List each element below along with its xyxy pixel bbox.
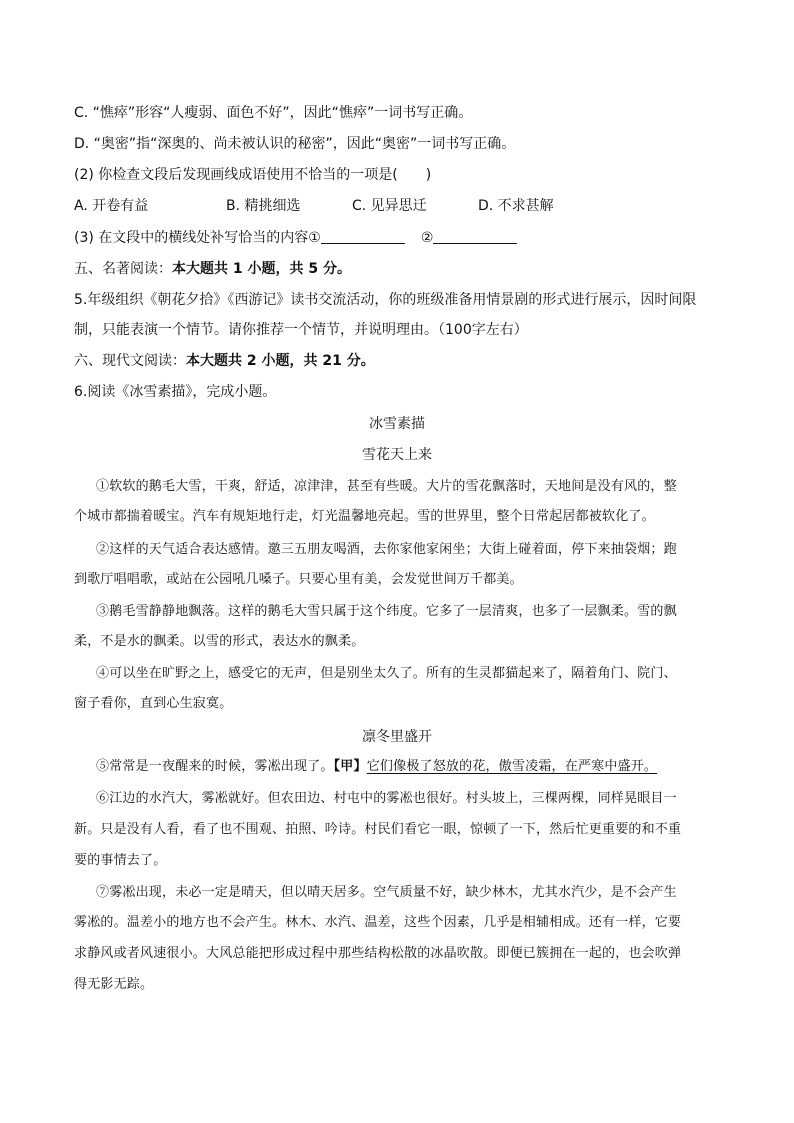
question-3-prefix: (3) 在文段中的横线处补写恰当的内容①: [74, 230, 321, 246]
answer-blank-2[interactable]: [433, 229, 517, 244]
paragraph-7-line-1: ⑦雾凇出现，未必一定是晴天，但以晴天居多。空气质量不好，缺少林木，尤其水汽少，是不会产生: [96, 885, 677, 900]
question-3: [74, 228, 533, 248]
paragraph-1-line-1: ①软软的鹅毛大雪，干爽，舒适，凉津津，甚至有些暖。大片的雪花飘落时，天地间是没有风的，整: [96, 479, 677, 494]
question-3-mark-2: ②: [420, 230, 434, 246]
q2-option-a: A. 开卷有益: [74, 198, 149, 214]
question-6: 6.阅读《冰雪素描》，完成小题。: [74, 384, 277, 400]
paragraph-7-line-3: 求静风或者风速很小。大风总能把形成过程中那些结构松散的冰晶吹散。即便已簇拥在一起的，也会吹弹: [74, 946, 682, 961]
paragraph-3-line-1: ③鹅毛雪静静地飘落。这样的鹅毛大雪只属于这个纬度。它多了一层清爽，也多了一层飘柔。雪的飘: [96, 604, 677, 619]
paragraph-3-line-2: 柔，不是水的飘柔。以雪的形式，表达水的飘柔。: [74, 634, 365, 649]
option-c-text: C. “憔瘁”形容“人瘦弱、面色不好”，因此“憔瘁”一词书写正确。: [74, 105, 473, 121]
paragraph-4-line-2: 窗子看你，直到心生寂寞。: [74, 696, 233, 711]
q2-option-d: D. 不求甚解: [478, 198, 554, 214]
paragraph-6-line-1: ⑥江边的水汽大，雾凇就好。但农田边、村屯中的雾凇也很好。村头坡上，三棵两棵，同样晃眼目一: [96, 791, 677, 806]
section-5-label: 五、名著阅读：: [74, 261, 172, 277]
paragraph-6-line-3: 要的事情去了。: [74, 853, 167, 868]
question-5-line-2: 制，只能表演一个情节。请你推荐一个情节，并说明理由。（100字左右）: [74, 322, 528, 338]
question-2: (2) 你检查文段后发现画线成语使用不恰当的一项是( ): [74, 167, 432, 183]
paragraph-5-marker: 【甲】: [333, 759, 367, 774]
q2-option-c: C. 见异思迁: [352, 198, 427, 214]
article-subtitle-2: 凛冬里盛开: [362, 729, 432, 745]
paragraph-2-line-2: 到歌厅唱唱歌，或站在公园吼几嗓子。只要心里有美，会发觉世间万千都美。: [74, 572, 523, 587]
section-6-label: 六、现代文阅读：: [74, 353, 186, 369]
section-6-score: 本大题共 2 小题，共 21 分。: [186, 353, 375, 369]
question-5-line-1: 5.年级组织《朝花夕拾》《西游记》读书交流活动，你的班级准备用情景剧的形式进行展示，因时间限: [74, 292, 697, 308]
paragraph-7-line-4: 得无影无踪。: [74, 977, 154, 992]
answer-blank-1[interactable]: [321, 229, 405, 244]
article-subtitle-1: 雪花天上来: [362, 447, 432, 463]
option-d-text: D. “奥密”指“深奥的、尚未被认识的秘密”，因此“奥密”一词书写正确。: [74, 136, 516, 152]
paragraph-6-line-2: 新。只是没有人看，看了也不围观、拍照、吟诗。村民们看它一眼，惊顿了一下，然后忙更重要的和不重: [74, 822, 682, 837]
paragraph-5: [96, 757, 657, 777]
section-6-heading: [74, 351, 375, 371]
section-5-score: 本大题共 1 小题，共 5 分。: [172, 261, 351, 277]
paragraph-4-line-1: ④可以坐在旷野之上，感受它的无声，但是别坐太久了。所有的生灵都猫起来了，隔着角门、院门、: [96, 666, 677, 681]
article-title: 冰雪素描: [369, 416, 425, 432]
paragraph-5-text: ⑤常常是一夜醒来的时候，雾凇出现了。: [96, 759, 334, 774]
section-5-heading: [74, 259, 351, 279]
q2-option-b: B. 精挑细选: [226, 198, 301, 214]
paragraph-2-line-1: ②这样的天气适合表达感情。邀三五朋友喝酒，去你家他家闲坐；大街上碰着面，停下来抽袋烟；跑: [96, 542, 677, 557]
paragraph-7-line-2: 雾凇的。温差小的地方也不会产生。林木、水汽、温差，这些个因素，几乎是相辅相成。还有一样，它要: [74, 915, 682, 930]
paragraph-1-line-2: 个城市都揣着暖宝。汽车有规矩地行走，灯光温馨地亮起。雪的世界里，整个日常起居都被软化了。: [74, 509, 655, 524]
paragraph-5-underlined: 它们像极了怒放的花，傲雪凌霜，在严寒中盛开。: [366, 759, 658, 774]
